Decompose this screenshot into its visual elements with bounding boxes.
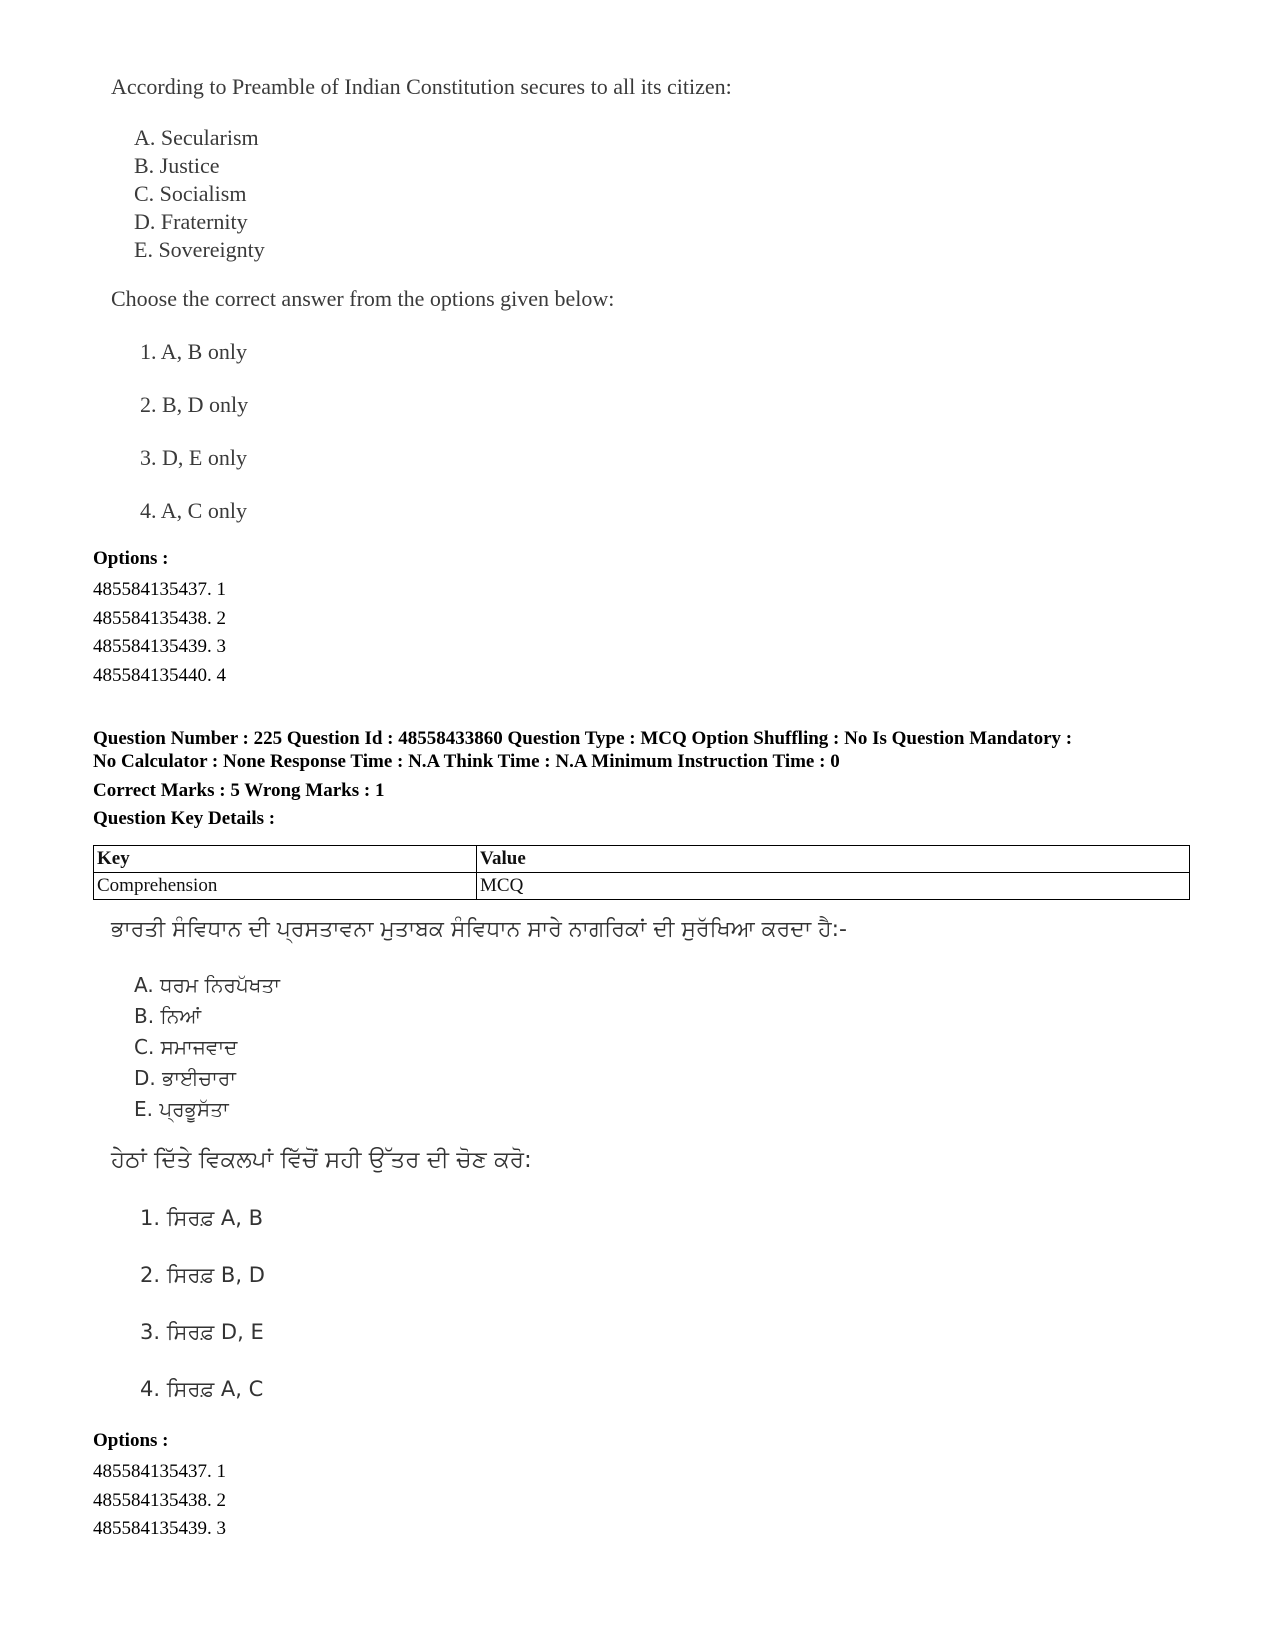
- statement-e-pa: E. ਪ੍ਰਭੂਸੱਤਾ: [134, 1097, 229, 1121]
- choice-4-pa: 4. ਸਿਰਫ਼ A, C: [140, 1377, 264, 1401]
- choice-4-en: 4. A, C only: [140, 498, 247, 523]
- statement-a-pa: A. ਧਰਮ ਨਿਰਪੱਖਤਾ: [134, 973, 281, 997]
- statement-b-pa: B. ਨਿਆਂ: [134, 1004, 202, 1028]
- option-item: 485584135440. 4: [93, 664, 226, 686]
- options-heading: Options :: [93, 1430, 169, 1451]
- options-list: [93, 576, 226, 690]
- choice-2-en: 2. B, D only: [140, 392, 249, 417]
- marks-line: Correct Marks : 5 Wrong Marks : 1: [93, 780, 385, 801]
- choice-1-en: 1. A, B only: [140, 339, 247, 364]
- statement-c-en: C. Socialism: [134, 181, 247, 206]
- option-item: 485584135437. 1: [93, 579, 226, 600]
- statement-b-en: B. Justice: [134, 153, 220, 178]
- table-cell-key: Comprehension: [94, 873, 477, 900]
- options-heading: Options :: [93, 548, 169, 569]
- question-meta-line2: No Calculator : None Response Time : N.A Think Time : N.A Minimum Instruction Time : 0: [93, 751, 840, 772]
- choice-1-pa: 1. ਸਿਰਫ਼ A, B: [140, 1206, 264, 1230]
- choice-2-pa: 2. ਸਿਰਫ਼ B, D: [140, 1263, 265, 1287]
- table-row: [94, 873, 1190, 900]
- option-item: 485584135439. 3: [93, 1518, 226, 1539]
- options-list: [93, 1458, 226, 1544]
- statement-c-pa: C. ਸਮਾਜਵਾਦ: [134, 1035, 238, 1059]
- table-cell-value: MCQ: [477, 873, 1190, 900]
- question-key-table: [93, 845, 1190, 900]
- table-header-key: Key: [94, 846, 477, 873]
- option-item: 485584135438. 2: [93, 607, 226, 629]
- table-header-row: [94, 846, 1190, 873]
- question-stem-en: According to Preamble of Indian Constitution secures to all its citizen:: [111, 74, 732, 99]
- question-stem-pa: ਭਾਰਤੀ ਸੰਵਿਧਾਨ ਦੀ ਪ੍ਰਸਤਾਵਨਾ ਮੁਤਾਬਕ ਸੰਵਿਧਾਨ ਸਾਰੇ ਨਾਗਰਿਕਾਂ ਦੀ ਸੁਰੱਖਿਆ ਕਰਦਾ ਹੈ:-: [111, 917, 847, 942]
- statement-list-en: [134, 124, 265, 264]
- instruction-en: Choose the correct answer from the options given below:: [111, 286, 615, 311]
- option-item: 485584135438. 2: [93, 1489, 226, 1511]
- key-details-heading: Question Key Details :: [93, 808, 276, 829]
- statement-list-pa: [134, 970, 280, 1125]
- choice-3-pa: 3. ਸਿਰਫ਼ D, E: [140, 1320, 264, 1344]
- statement-a-en: A. Secularism: [134, 125, 259, 150]
- instruction-pa: ਹੇਠਾਂ ਦਿੱਤੇ ਵਿਕਲਪਾਂ ਵਿੱਚੋਂ ਸਹੀ ਉੱਤਰ ਦੀ ਚੋਣ ਕਰੋ:: [111, 1147, 532, 1173]
- statement-d-pa: D. ਭਾਈਚਾਰਾ: [134, 1066, 236, 1090]
- statement-e-en: E. Sovereignty: [134, 237, 265, 262]
- question-meta-line1: Question Number : 225 Question Id : 48558433860 Question Type : MCQ Option Shuffling : No Is Question Mandatory :: [93, 728, 1073, 749]
- choice-3-en: 3. D, E only: [140, 445, 247, 470]
- option-item: 485584135437. 1: [93, 1461, 226, 1482]
- table-header-value: Value: [477, 846, 1190, 873]
- statement-d-en: D. Fraternity: [134, 209, 248, 234]
- option-item: 485584135439. 3: [93, 636, 226, 657]
